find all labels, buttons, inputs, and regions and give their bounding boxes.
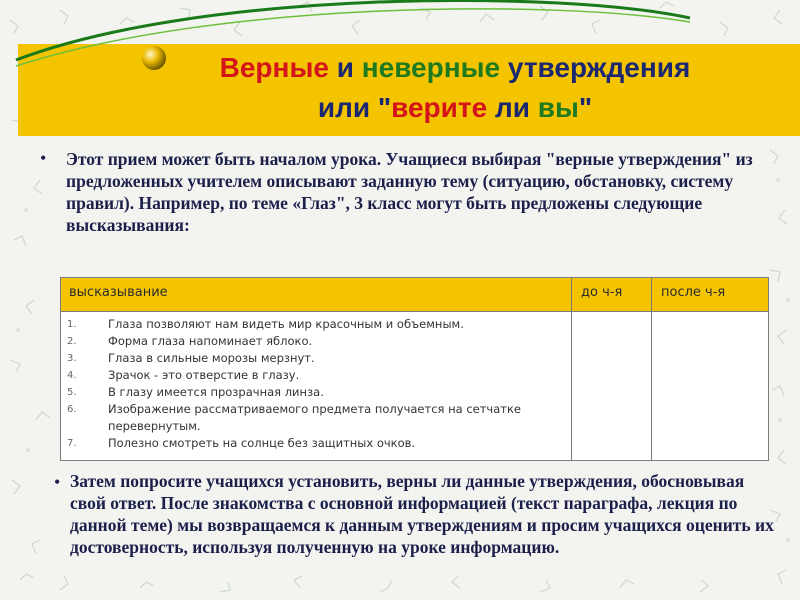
list-item bbox=[61, 367, 566, 384]
list-item bbox=[61, 333, 566, 350]
outro-paragraph: Затем попросите учащихся установить, верны ли данные утверждения, обосновывая свой ответ. После знакомства с основной информацией (текст параграфа, лекция по данной теме) мы возвращаемся к данным утверждениям и просим учащихся оценить их достоверность, используя полученную на уроке информацию. bbox=[70, 471, 774, 557]
list-number: 7. bbox=[67, 438, 77, 449]
bullet-icon: • bbox=[40, 148, 47, 168]
intro-paragraph: Этот прием может быть началом урока. Учащиеся выбирая "верные утверждения" из предложенных учителем описывают заданную тему (ситуацию, обстановку, систему правил). Например, по теме «Глаз", 3 класс могут быть предложены следующие высказывания: bbox=[66, 149, 753, 235]
list-text: В глазу имеется прозрачная линза. bbox=[108, 385, 324, 399]
header-statement: высказывание bbox=[69, 285, 168, 300]
title-line2-c: ли bbox=[487, 92, 538, 123]
list-text: Глаза в сильные морозы мерзнут. bbox=[108, 351, 315, 365]
list-number: 2. bbox=[67, 336, 77, 347]
list-item bbox=[61, 384, 566, 401]
table-divider bbox=[61, 311, 768, 312]
statement-list bbox=[61, 316, 566, 452]
list-item bbox=[61, 316, 566, 333]
list-number: 3. bbox=[67, 353, 77, 364]
list-text: Полезно смотреть на солнце без защитных очков. bbox=[108, 436, 416, 450]
title-word-2: и bbox=[328, 52, 362, 83]
table-col-divider bbox=[571, 278, 572, 460]
title-line2-b: верите bbox=[391, 92, 488, 123]
list-text: Форма глаза напоминает яблоко. bbox=[108, 334, 313, 348]
bullet-icon: • bbox=[54, 472, 61, 492]
list-number: 5. bbox=[67, 387, 77, 398]
header-after-reading: после ч-я bbox=[661, 285, 726, 300]
list-text: Изображение рассматриваемого предмета получается на сетчатке перевернутым. bbox=[108, 402, 521, 433]
title-word-3: неверные bbox=[361, 52, 501, 83]
list-item bbox=[61, 350, 566, 367]
title-line2-a: или " bbox=[317, 92, 392, 123]
statements-table bbox=[60, 277, 769, 461]
title-word-1: Верные bbox=[219, 52, 329, 83]
list-number: 6. bbox=[67, 404, 77, 415]
title-line2-e: " bbox=[578, 92, 593, 123]
list-item bbox=[61, 435, 566, 452]
list-number: 4. bbox=[67, 370, 77, 381]
header-before-reading: до ч-я bbox=[581, 285, 623, 300]
title-line2-d: вы bbox=[537, 92, 579, 123]
list-item bbox=[61, 401, 566, 435]
list-text: Глаза позволяют нам видеть мир красочным и объемным. bbox=[108, 317, 464, 331]
page-title bbox=[140, 48, 770, 128]
table-col-divider bbox=[651, 278, 652, 460]
list-number: 1. bbox=[67, 319, 77, 330]
list-text: Зрачок - это отверстие в глазу. bbox=[108, 368, 300, 382]
title-word-4: утверждения bbox=[500, 52, 691, 83]
